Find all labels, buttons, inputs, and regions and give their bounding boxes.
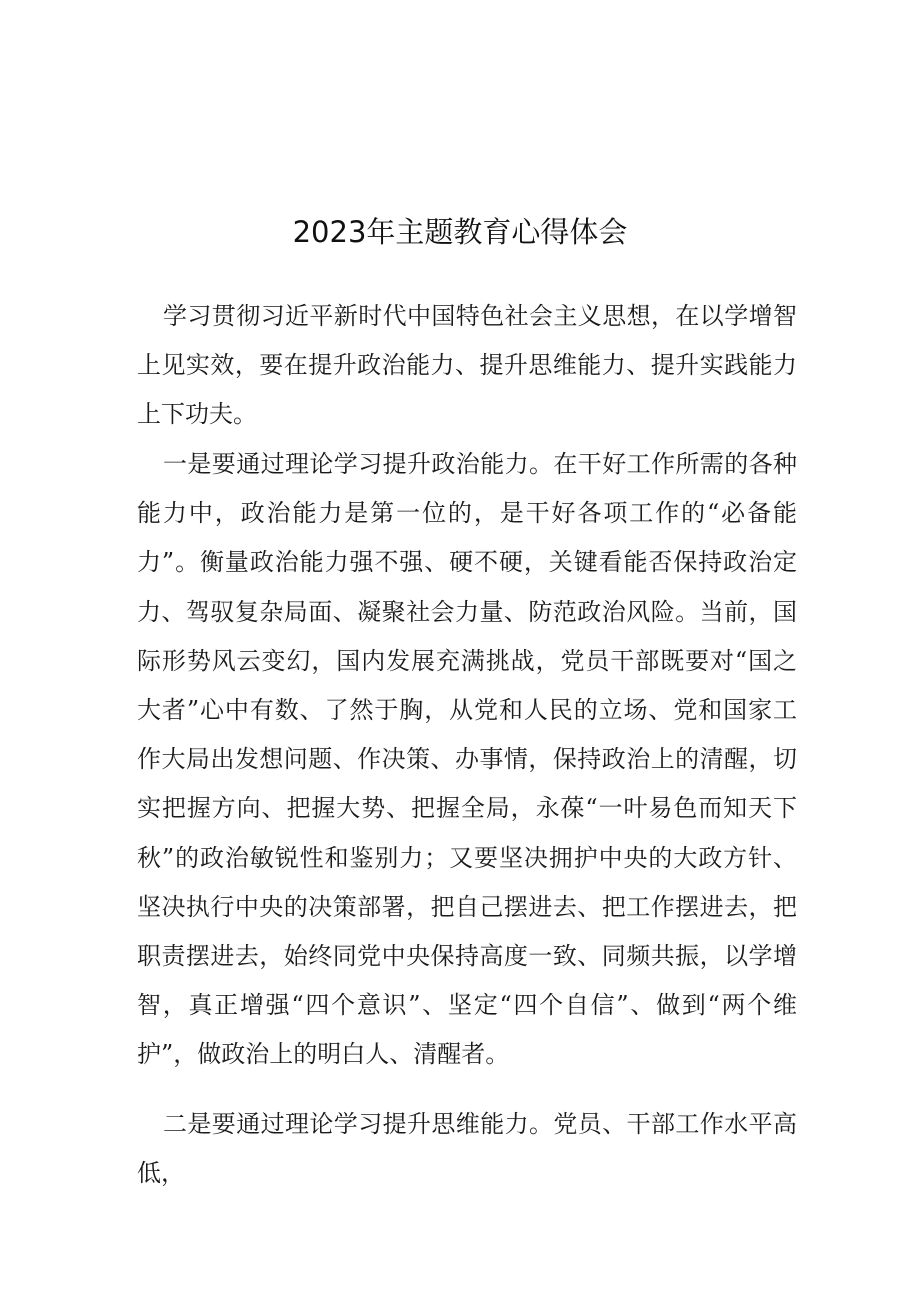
- document-title: 2023年主题教育心得体会: [292, 215, 628, 249]
- paragraph-thinking-ability: 二是要通过理论学习提升思维能力。党员、干部工作水平高低，: [137, 1110, 797, 1188]
- paragraph-intro: 学习贯彻习近平新时代中国特色社会主义思想，在以学增智上见实效，要在提升政治能力、提升思维能力、提升实践能力上下功夫。: [137, 302, 797, 429]
- paragraph-political-ability: 一是要通过理论学习提升政治能力。在干好工作所需的各种能力中，政治能力是第一位的，是干好各项工作的“必备能力”。衡量政治能力强不强、硬不硬，关键看能否保持政治定力、驾驭复杂局面、凝聚社会力量、防范政治风险。当前，国际形势风云变幻，国内发展充满挑战，党员干部既要对“国之大者”心中有数、了然于胸，从党和人民的立场、党和国家工作大局出发想问题、作决策、办事情，保持政治上的清醒，切实把握方向、把握大势、把握全局，永葆“一叶易色而知天下秋”的政治敏锐性和鉴别力；又要坚决拥护中央的大政方针、坚决执行中央的决策部署，把自己摆进去、把工作摆进去，把职责摆进去，始终同党中央保持高度一致、同频共振，以学增智，真正增强“四个意识”、坚定“四个自信”、做到“两个维护”，做政治上的明白人、清醒者。: [137, 450, 797, 1069]
